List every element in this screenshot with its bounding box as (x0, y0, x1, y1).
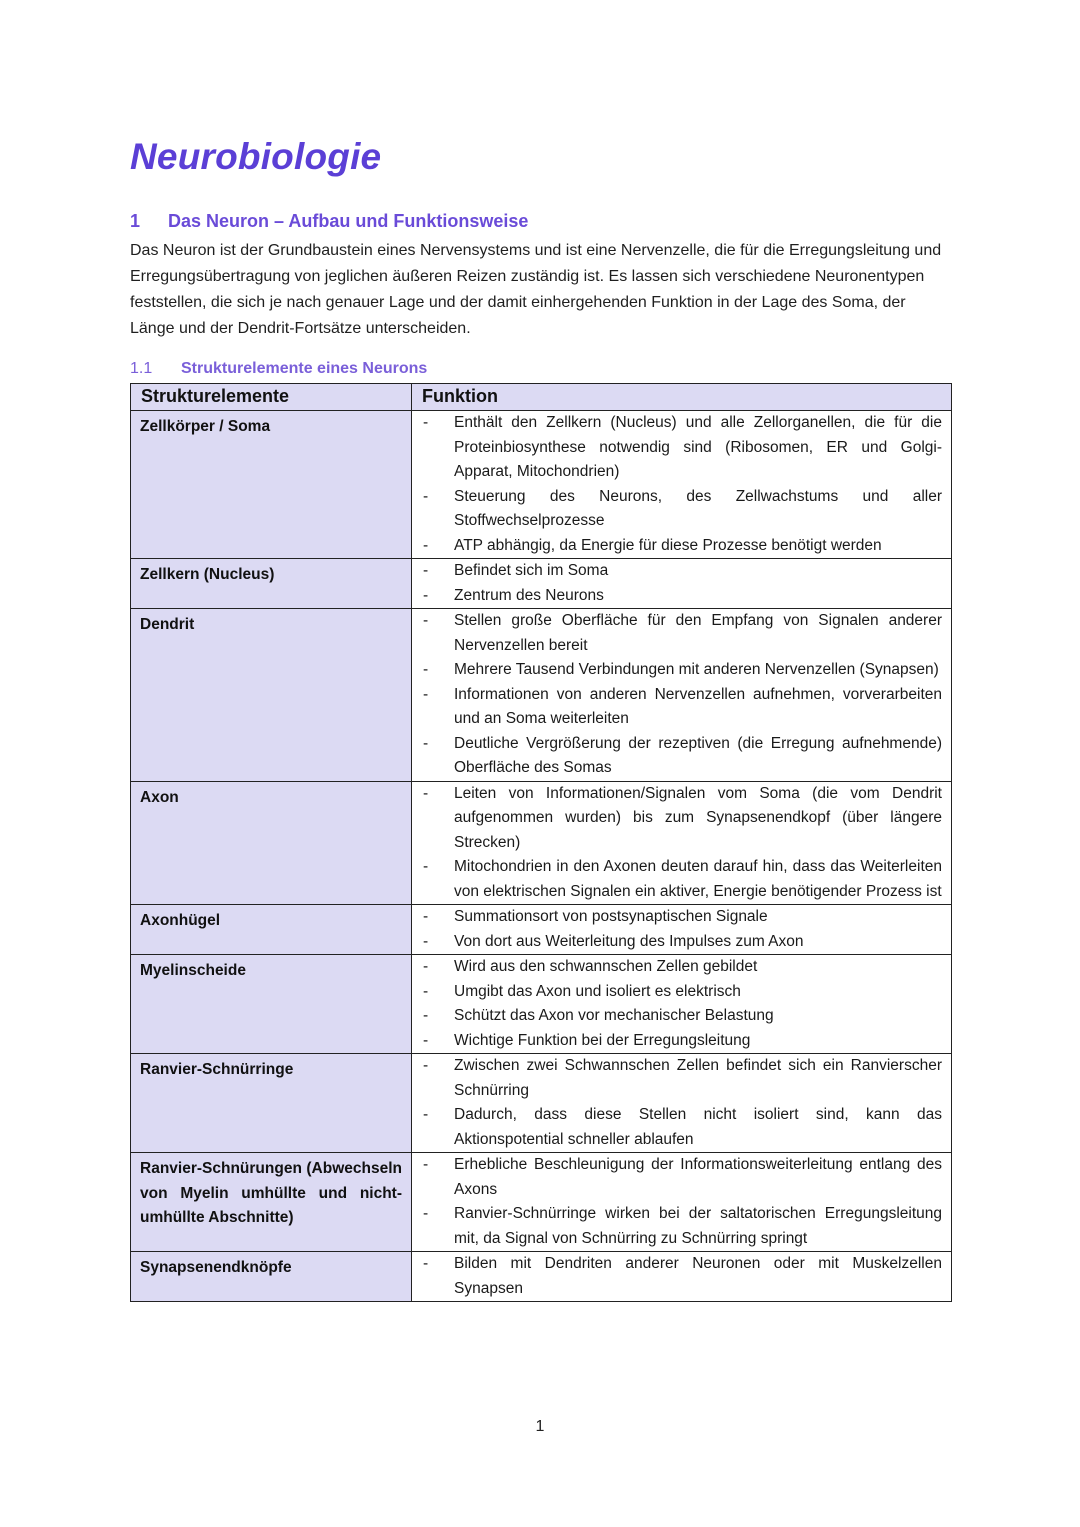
function-item: - Wichtige Funktion bei der Erregungsleitung (412, 1029, 942, 1054)
section-title: Das Neuron – Aufbau und Funktionsweise (168, 211, 529, 231)
function-item: - Bilden mit Dendriten anderer Neuronen oder mit Muskelzellen Synapsen (412, 1252, 942, 1301)
header-structure-elements: Strukturelemente (131, 384, 412, 411)
function-cell (412, 609, 952, 782)
structure-term: Zellkern (Nucleus) (131, 559, 412, 609)
function-item: - Schützt das Axon vor mechanischer Belastung (412, 1004, 942, 1029)
function-item: - Zentrum des Neurons (412, 584, 942, 609)
function-item: - Umgibt das Axon und isoliert es elektrisch (412, 980, 942, 1005)
document-title: Neurobiologie (130, 136, 382, 177)
function-cell (412, 781, 952, 905)
function-cell (412, 1252, 952, 1302)
section-number: 1 (130, 211, 141, 231)
section-heading (130, 211, 528, 232)
function-cell (412, 1153, 952, 1252)
table-row (131, 411, 952, 559)
structure-term: Synapsenendknöpfe (131, 1252, 412, 1302)
table-row (131, 781, 952, 905)
function-item: - Deutliche Vergrößerung der rezeptiven (die Erregung aufnehmende) Oberfläche des Somas (412, 732, 942, 781)
subsection-title: Strukturelemente eines Neurons (181, 360, 428, 377)
structure-table (130, 383, 952, 1302)
subsection-heading (130, 360, 427, 378)
function-item: - Mitochondrien in den Axonen deuten darauf hin, dass das Weiterleiten von elektrischen Signalen ein aktiver, Energie benötigender Prozess ist (412, 855, 942, 904)
table-row (131, 955, 952, 1054)
table-row (131, 1153, 952, 1252)
function-list (412, 1153, 942, 1251)
header-function: Funktion (412, 384, 952, 411)
function-item: - Wird aus den schwannschen Zellen gebildet (412, 955, 942, 980)
function-list (412, 1054, 942, 1152)
function-cell (412, 559, 952, 609)
structure-term: Myelinscheide (131, 955, 412, 1054)
structure-term: Ranvier-Schnürringe (131, 1054, 412, 1153)
table-row (131, 559, 952, 609)
function-cell (412, 1054, 952, 1153)
function-cell (412, 955, 952, 1054)
table-row (131, 609, 952, 782)
table-header-row (131, 384, 952, 411)
table-row (131, 1252, 952, 1302)
intro-paragraph: Das Neuron ist der Grundbaustein eines Nervensystems und ist eine Nervenzelle, die für die Erregungsleitung und Erregungsübertragung von jeglichen äußeren Reizen zuständig ist. Es lassen sich verschiedene Neuronentypen feststellen, die sich je nach genauer Lage und der damit einhergehenden Funktion in der Lage des Soma, der Länge und der Dendrit-Fortsätze unterscheiden. (130, 242, 942, 337)
function-item: - Befindet sich im Soma (412, 559, 942, 584)
function-item: - Leiten von Informationen/Signalen vom Soma (die vom Dendrit aufgenommen wurden) bis zum Synapsenendkopf (über längere Strecken) (412, 782, 942, 856)
structure-term: Axon (131, 781, 412, 905)
function-item: - Von dort aus Weiterleitung des Impulses zum Axon (412, 930, 942, 955)
structure-term: Axonhügel (131, 905, 412, 955)
function-item: - Enthält den Zellkern (Nucleus) und alle Zellorganellen, die für die Proteinbiosynthese notwendig sind (Ribosomen, ER und Golgi-Apparat, Mitochondrien) (412, 411, 942, 485)
function-item: - Informationen von anderen Nervenzellen aufnehmen, vorverarbeiten und an Soma weiterleiten (412, 683, 942, 732)
subsection-number: 1.1 (130, 360, 153, 377)
table-row (131, 905, 952, 955)
function-item: - Dadurch, dass diese Stellen nicht isoliert sind, kann das Aktionspotential schneller ablaufen (412, 1103, 942, 1152)
function-item: - Erhebliche Beschleunigung der Informationsweiterleitung entlang des Axons (412, 1153, 942, 1202)
function-cell (412, 411, 952, 559)
function-item: - Mehrere Tausend Verbindungen mit anderen Nervenzellen (Synapsen) (412, 658, 942, 683)
table-row (131, 1054, 952, 1153)
function-list (412, 411, 942, 558)
function-item: - Zwischen zwei Schwannschen Zellen befindet sich ein Ranvierscher Schnürring (412, 1054, 942, 1103)
function-list (412, 609, 942, 781)
function-list (412, 782, 942, 905)
function-item: - Summationsort von postsynaptischen Signale (412, 905, 942, 930)
function-list (412, 955, 942, 1053)
function-item: - Ranvier-Schnürringe wirken bei der saltatorischen Erregungsleitung mit, da Signal von Schnürring zu Schnürring springt (412, 1202, 942, 1251)
function-item: - Stellen große Oberfläche für den Empfang von Signalen anderer Nervenzellen bereit (412, 609, 942, 658)
structure-term: Dendrit (131, 609, 412, 782)
function-list (412, 905, 942, 954)
function-cell (412, 905, 952, 955)
function-item: - Steuerung des Neurons, des Zellwachstums und aller Stoffwechselprozesse (412, 485, 942, 534)
structure-term: Zellkörper / Soma (131, 411, 412, 559)
function-item: - ATP abhängig, da Energie für diese Prozesse benötigt werden (412, 534, 942, 559)
table-body (131, 411, 952, 1302)
function-list (412, 559, 942, 608)
function-list (412, 1252, 942, 1301)
page-number: 1 (535, 1418, 545, 1435)
structure-term: Ranvier-Schnürungen (Abwechseln von Myelin umhüllte und nicht-umhüllte Abschnitte) (131, 1153, 412, 1252)
